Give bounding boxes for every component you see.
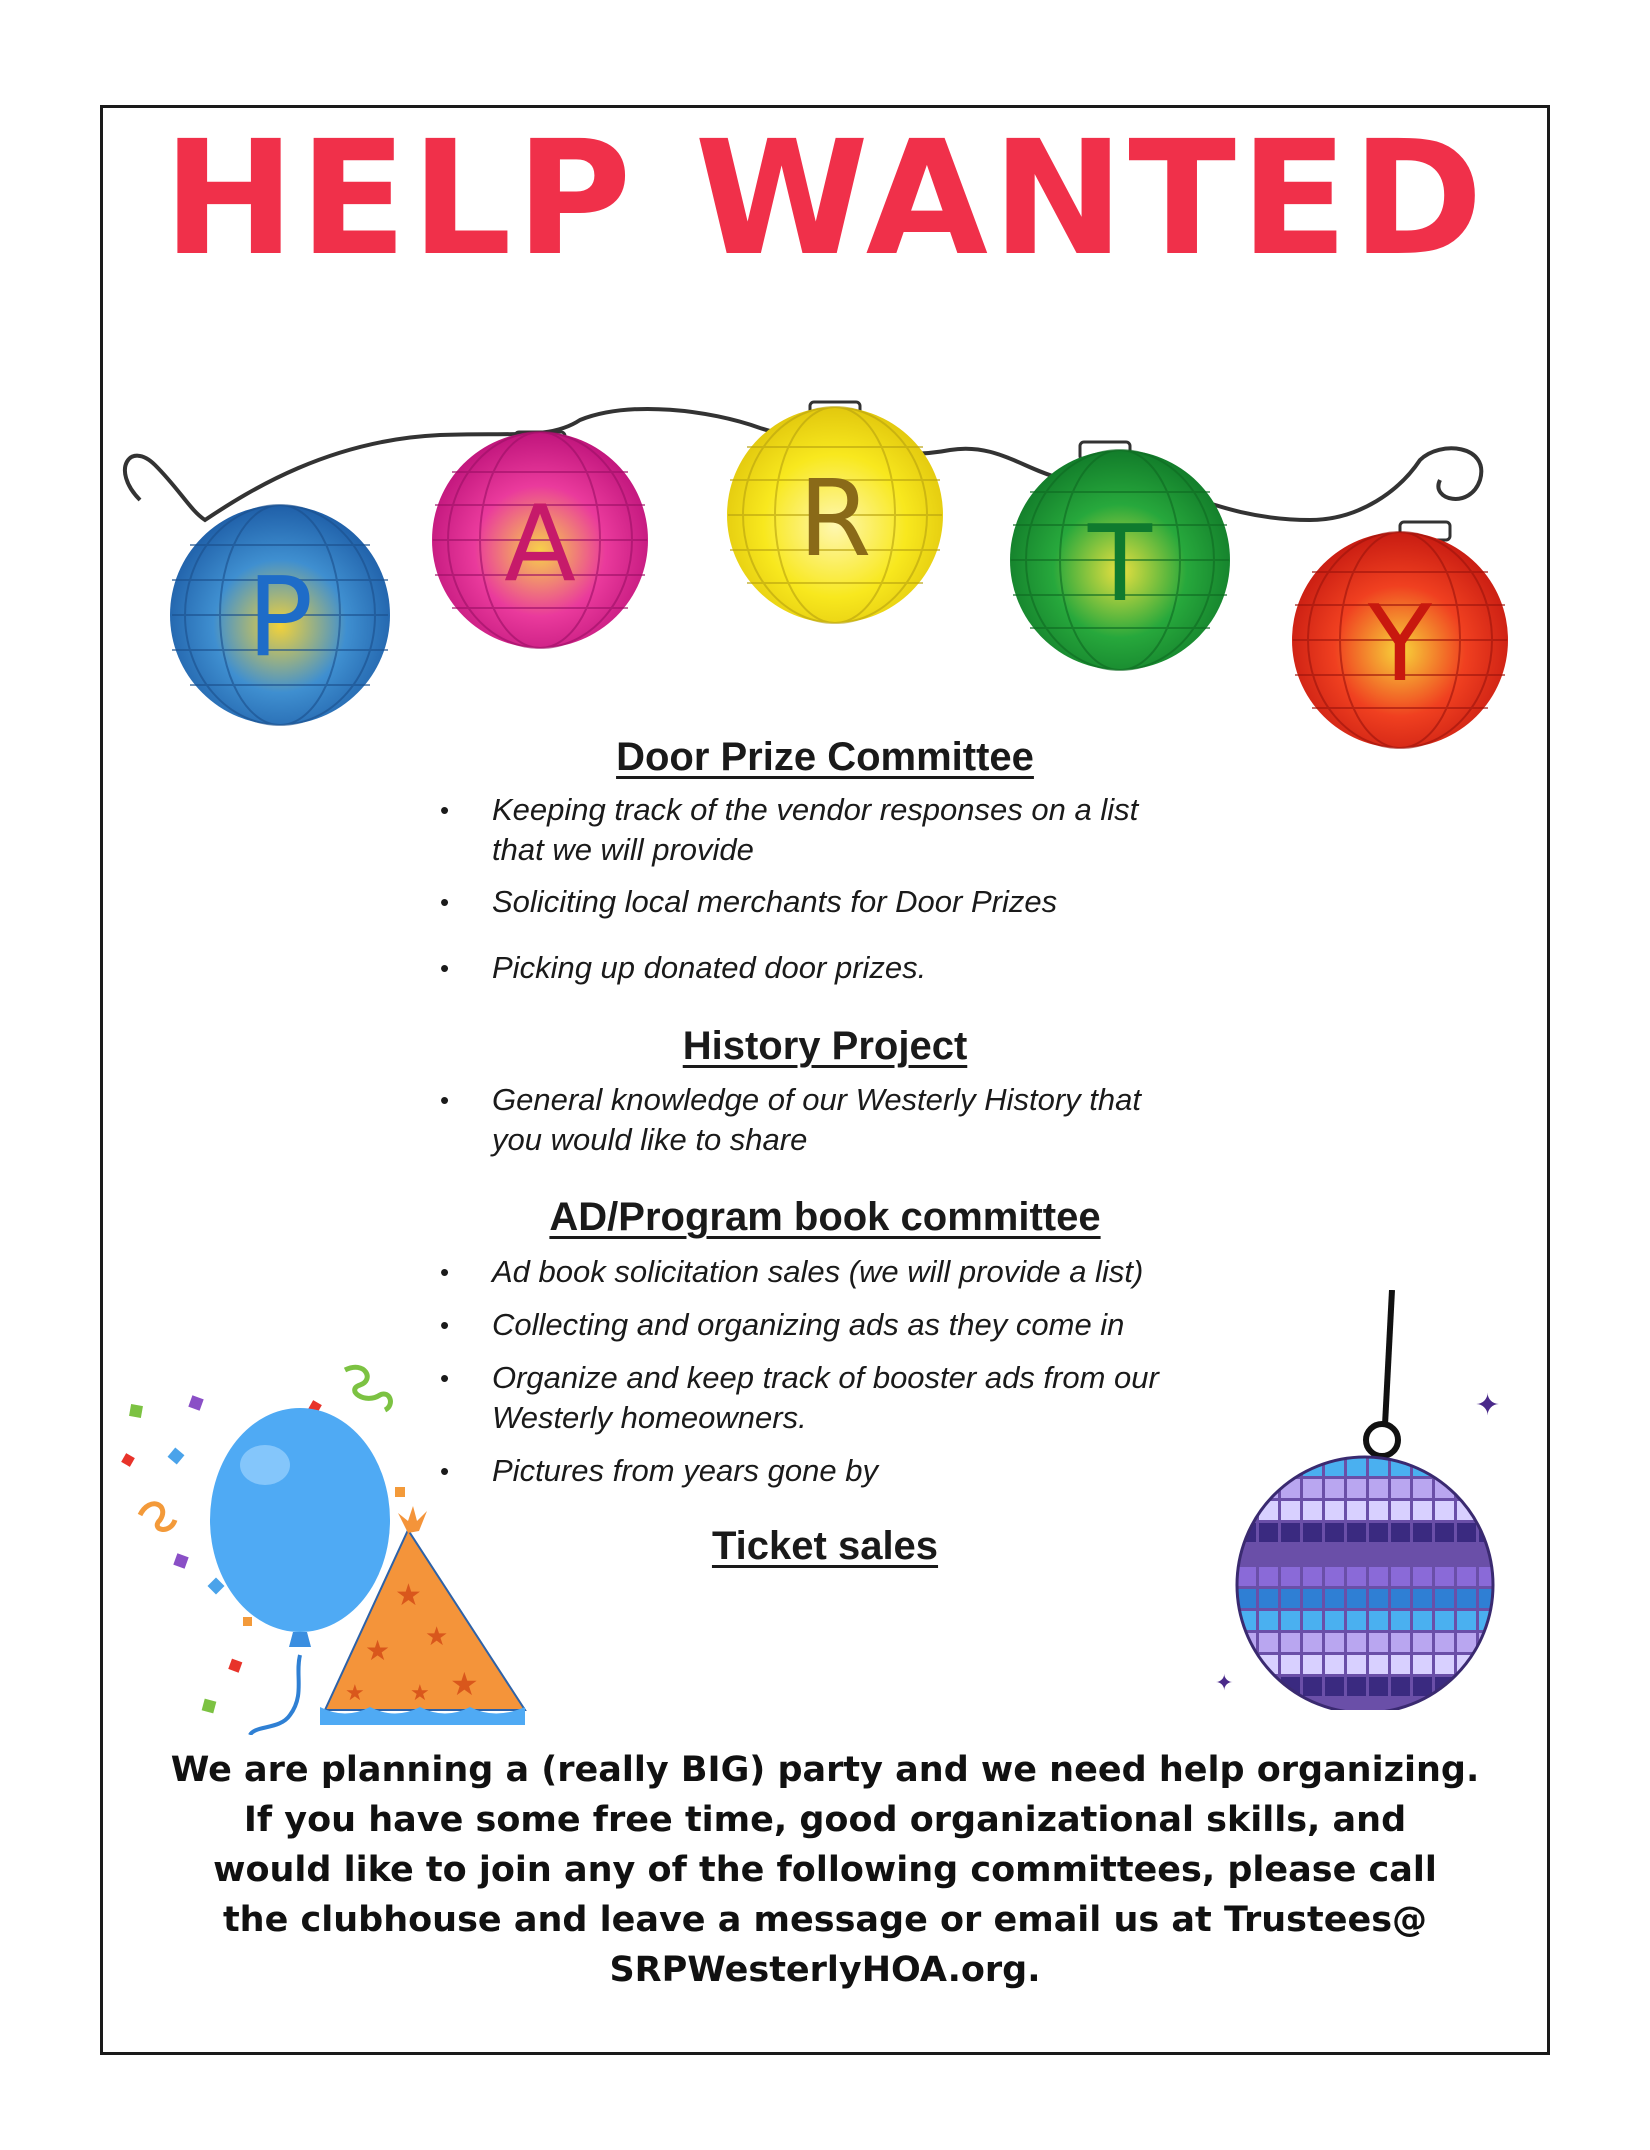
list-item: • Keeping track of the vendor responses on a list that we will provide [440,790,1192,870]
disco-tile [1259,1457,1278,1476]
disco-tile [1259,1523,1278,1542]
disco-tile [1435,1699,1454,1710]
disco-tile [1303,1655,1322,1674]
disco-tile [1369,1523,1388,1542]
disco-tile [1325,1677,1344,1696]
lantern-p [170,505,390,725]
disco-tile [1303,1611,1322,1630]
disco-tile [1303,1501,1322,1520]
disco-tile [1435,1567,1454,1586]
disco-tile [1369,1479,1388,1498]
disco-tile [1347,1479,1366,1498]
section-heading-ticket-sales: Ticket sales [711,1524,939,1568]
disco-tile [1325,1545,1344,1564]
section-heading-ad-program: AD/Program book committee [549,1195,1101,1239]
disco-tile [1325,1633,1344,1652]
disco-tile [1303,1567,1322,1586]
svg-text:★: ★ [365,1634,391,1667]
disco-tile [1435,1633,1454,1652]
disco-tile [1435,1611,1454,1630]
disco-tile [1325,1655,1344,1674]
disco-tile [1237,1655,1256,1674]
disco-tile [1259,1611,1278,1630]
disco-tile [1237,1457,1256,1476]
closing-line: We are planning a (really BIG) party and we need help organizing. [170,1750,1480,1790]
disco-tile [1347,1545,1366,1564]
disco-tile [1391,1501,1410,1520]
disco-tile [1479,1479,1498,1498]
lantern-t [1010,442,1230,670]
balloon-icon [115,1355,545,1735]
disco-tile [1479,1457,1498,1476]
disco-tile [1369,1699,1388,1710]
disco-tile [1281,1633,1300,1652]
disco-tile [1281,1457,1300,1476]
disco-tile [1413,1589,1432,1608]
disco-tile [1369,1567,1388,1586]
disco-tile [1457,1545,1476,1564]
disco-tile [1237,1567,1256,1586]
disco-tile [1347,1457,1366,1476]
disco-tile [1369,1611,1388,1630]
svg-text:★: ★ [425,1622,449,1652]
disco-tile [1457,1479,1476,1498]
poster-title: HELP WANTED [162,107,1488,291]
disco-tile [1457,1611,1476,1630]
disco-tile [1369,1633,1388,1652]
disco-tile [1259,1545,1278,1564]
disco-tile [1303,1479,1322,1498]
disco-tile [1281,1611,1300,1630]
disco-tile [1303,1523,1322,1542]
disco-tile [1369,1501,1388,1520]
disco-tile [1325,1501,1344,1520]
disco-tile [1303,1677,1322,1696]
disco-tile [1347,1655,1366,1674]
list-item: • Pictures from years gone by [440,1451,1240,1491]
disco-tile [1413,1545,1432,1564]
svg-text:★: ★ [410,1681,430,1706]
section-heading-history: History Project [682,1024,968,1068]
disco-tile [1237,1699,1256,1710]
disco-tile [1435,1501,1454,1520]
disco-tile [1347,1633,1366,1652]
disco-tile [1435,1589,1454,1608]
disco-tile [1369,1677,1388,1696]
disco-tile [1281,1545,1300,1564]
closing-line: the clubhouse and leave a message or email us at Trustees@ [222,1900,1428,1940]
disco-tile [1259,1589,1278,1608]
lantern-r [727,402,943,623]
closing-line: SRPWesterlyHOA.org. [609,1950,1041,1990]
list-item: • Ad book solicitation sales (we will provide a list) [440,1252,1240,1292]
disco-tile [1457,1633,1476,1652]
disco-tile [1479,1589,1498,1608]
disco-tile [1369,1545,1388,1564]
disco-tile [1281,1589,1300,1608]
lantern-a [432,432,648,648]
disco-tile [1303,1545,1322,1564]
disco-tile [1369,1655,1388,1674]
closing-message [110,1745,1540,1995]
disco-tile [1347,1699,1366,1710]
disco-tile [1391,1545,1410,1564]
lantern-letter-t: T [1087,503,1153,625]
disco-tile [1435,1655,1454,1674]
disco-tile [1281,1699,1300,1710]
disco-tile [1457,1567,1476,1586]
disco-tile [1347,1677,1366,1696]
svg-text:★: ★ [345,1681,365,1706]
disco-tile [1457,1589,1476,1608]
lantern-letter-y: Y [1367,583,1433,705]
disco-tile [1413,1633,1432,1652]
disco-tile [1347,1611,1366,1630]
disco-tile [1325,1479,1344,1498]
disco-tile [1413,1677,1432,1696]
disco-tile [1391,1633,1410,1652]
lantern-letter-p: P [246,553,314,681]
disco-tile [1391,1523,1410,1542]
disco-tile [1325,1589,1344,1608]
door-prize-list [440,790,1240,988]
list-item: • General knowledge of our Westerly History that you would like to share [440,1080,1192,1160]
list-item: • Soliciting local merchants for Door Prizes [440,882,1240,922]
svg-text:★: ★ [395,1578,422,1613]
disco-tile [1281,1655,1300,1674]
svg-text:✦: ✦ [1475,1388,1501,1423]
disco-tile [1391,1479,1410,1498]
disco-tile [1325,1523,1344,1542]
disco-tile [1479,1501,1498,1520]
disco-tile [1413,1611,1432,1630]
disco-tile [1435,1457,1454,1476]
disco-tile [1391,1567,1410,1586]
disco-ball-icon [1200,1290,1540,1710]
disco-tile [1347,1523,1366,1542]
disco-tile [1457,1523,1476,1542]
disco-tile [1237,1501,1256,1520]
disco-tile [1281,1523,1300,1542]
disco-tile [1281,1501,1300,1520]
disco-tile [1391,1677,1410,1696]
disco-tile [1259,1677,1278,1696]
disco-tile [1259,1699,1278,1710]
disco-tile [1435,1523,1454,1542]
svg-text:✦: ✦ [1215,1671,1234,1696]
disco-tile [1391,1611,1410,1630]
list-item: • Organize and keep track of booster ads from our Westerly homeowners. [440,1358,1252,1438]
disco-tile [1413,1523,1432,1542]
closing-line: If you have some free time, good organizational skills, and [243,1800,1407,1840]
disco-tile [1457,1457,1476,1476]
disco-tile [1413,1655,1432,1674]
disco-tile [1259,1633,1278,1652]
svg-text:★: ★ [450,1665,479,1703]
disco-tile [1237,1677,1256,1696]
history-list [440,1080,1240,1160]
lantern-letter-a: A [504,483,576,605]
disco-tile [1325,1611,1344,1630]
disco-tile [1369,1589,1388,1608]
disco-tile [1479,1699,1498,1710]
list-item: • Picking up donated door prizes. [440,948,1240,988]
list-item: • Collecting and organizing ads as they come in [440,1305,1240,1345]
disco-tile [1325,1567,1344,1586]
disco-tile [1479,1655,1498,1674]
disco-tile [1457,1677,1476,1696]
disco-tile [1413,1501,1432,1520]
closing-line: would like to join any of the following committees, please call [213,1850,1437,1890]
disco-tile [1259,1567,1278,1586]
disco-tile [1479,1567,1498,1586]
disco-tile [1413,1567,1432,1586]
lantern-letter-r: R [798,458,872,580]
disco-tile [1347,1501,1366,1520]
section-heading-door-prize: Door Prize Committee [616,735,1034,779]
disco-tile [1457,1699,1476,1710]
disco-tile [1303,1633,1322,1652]
disco-tile [1303,1589,1322,1608]
disco-tile [1413,1479,1432,1498]
disco-tile [1479,1677,1498,1696]
disco-tile [1391,1655,1410,1674]
ad-program-list [440,1252,1240,1491]
disco-tile [1391,1589,1410,1608]
disco-tile [1237,1479,1256,1498]
disco-tile [1347,1589,1366,1608]
party-lanterns-icon [110,380,1540,760]
lantern-y [1292,522,1508,748]
disco-tile [1347,1567,1366,1586]
disco-tile [1281,1567,1300,1586]
disco-tile [1435,1545,1454,1564]
